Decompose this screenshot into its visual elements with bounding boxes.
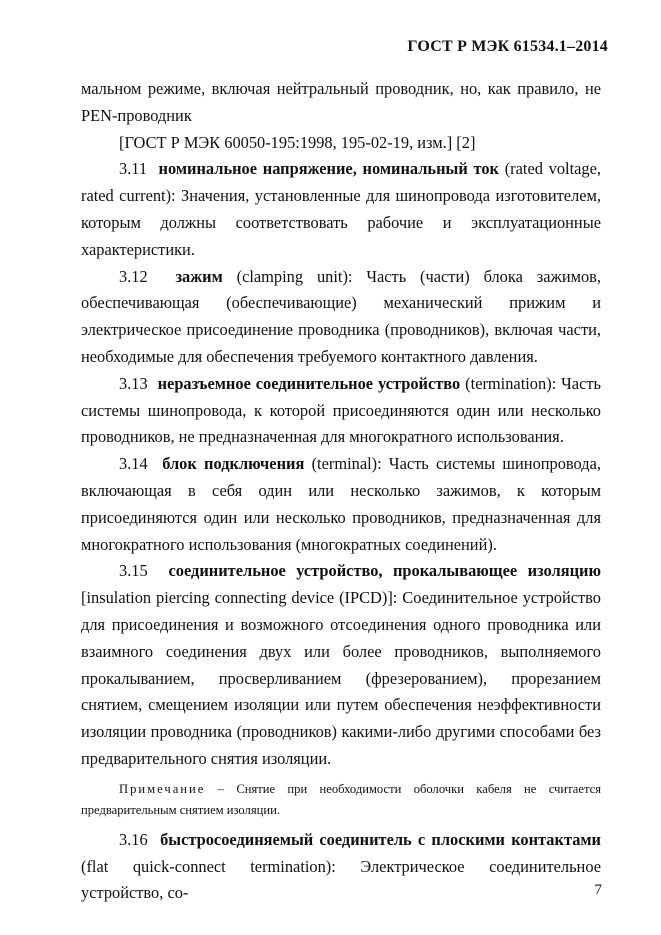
clause-number: 3.12: [119, 266, 148, 286]
clause-number: 3.11: [119, 159, 148, 179]
page-number: 7: [594, 882, 602, 898]
term: соединительное устройство, прокалывающее изоляцию: [168, 561, 601, 581]
definition-3-14: [81, 451, 601, 558]
document-body: [81, 76, 601, 907]
definition-text: (flat quick-connect termination): Электрическое соединительное устройство, со-: [81, 856, 601, 903]
clause-number: 3.15: [119, 561, 148, 581]
definition-text: (terminal): Часть системы шинопровода, включающая в себя один или несколько зажимов, к которым присоединяются один или несколько проводников, предназначенная для многократного использования (многократных соединений).: [81, 454, 601, 554]
term: блок подключения: [162, 454, 305, 474]
definition-text: [insulation piercing connecting device (IPCD)]: Соединительное устройство для присоединения и возможного отсоединения одного проводника или взаимного соединения двух или более проводников, выполняемого прокалыванием, просверливанием (фрезерованием), прорезанием снятием, смещением изоляции или путем обеспечения неэффективности изоляции проводника (проводников) какими-либо другими способами без предварительного снятия изоляции.: [81, 588, 601, 768]
term: номинальное напряжение, номинальный ток: [158, 159, 499, 179]
paragraph-continuation: мальном режиме, включая нейтральный проводник, но, как правило, не PEN-проводник: [81, 79, 601, 125]
reference-citation: [ГОСТ Р МЭК 60050-195:1998, 195-02-19, изм.] [2]: [119, 132, 476, 152]
definition-3-15: [81, 558, 601, 772]
definition-3-12: [81, 264, 601, 371]
note: [81, 779, 601, 821]
term: неразъемное соединительное устройство: [157, 373, 461, 393]
note-label: Примечание: [119, 781, 206, 796]
note-text: – Снятие при необходимости оболочки кабеля не считается предварительным снятием изоляции.: [81, 781, 601, 817]
clause-number: 3.14: [119, 454, 148, 474]
definition-text: (rated voltage, rated current): Значения, установленные для шинопровода изготовителем, которым должны соответствовать рабочие и эксплуатационные характеристики.: [81, 159, 601, 259]
clause-number: 3.16: [119, 829, 148, 849]
definition-text: (clamping unit): Часть (части) блока зажимов, обеспечивающая (обеспечивающие) механический прижим и электрическое присоединение проводника (проводников), включая части, необходимые для обеспечения требуемого контактного давления.: [81, 266, 601, 366]
definition-3-13: [81, 371, 601, 451]
term: быстросоединяемый соединитель с плоскими контактами: [160, 829, 602, 849]
definition-3-11: [81, 156, 601, 263]
definition-text: (termination): Часть системы шинопровода, к которой присоединяются один или несколько проводников, не предназначенная для многократного использования.: [81, 373, 601, 447]
definition-3-16: [81, 827, 601, 907]
term: зажим: [175, 266, 223, 286]
clause-number: 3.13: [119, 373, 148, 393]
document-header: ГОСТ Р МЭК 61534.1–2014: [407, 38, 608, 55]
